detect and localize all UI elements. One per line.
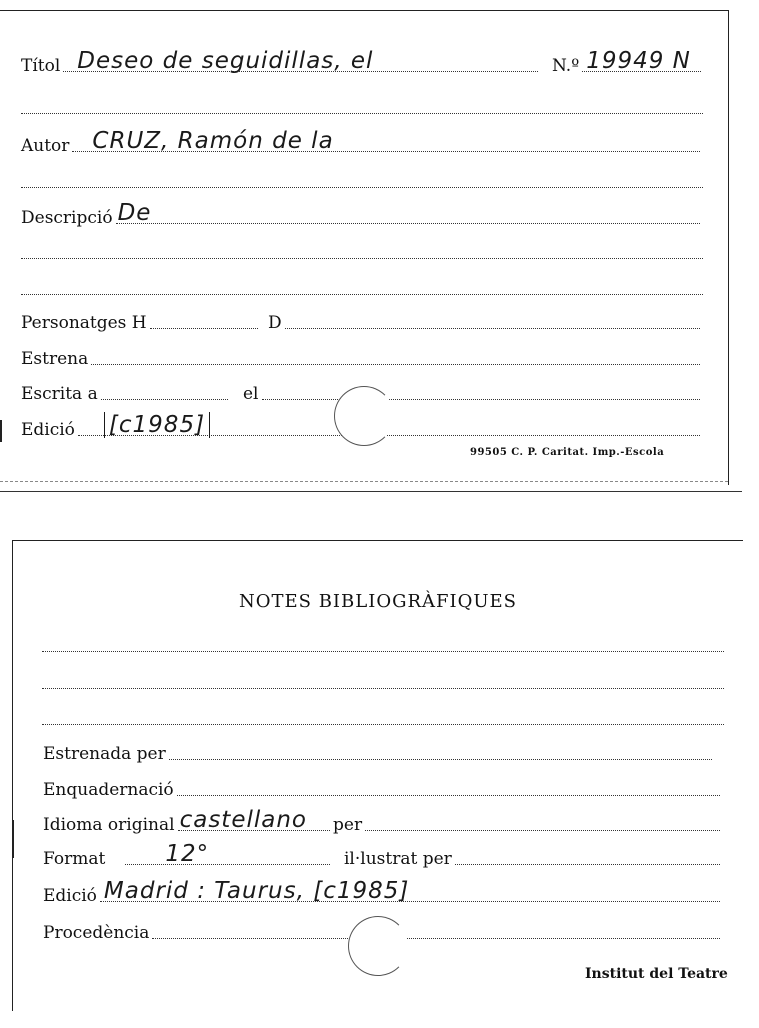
- enquadernacio-label: Enquadernació: [43, 780, 174, 800]
- estrena-line: [91, 363, 700, 365]
- titol-line: [63, 48, 538, 74]
- illustrat-line: [455, 863, 720, 865]
- escrita-el-label: el: [243, 384, 259, 404]
- personatges-h-line: [150, 327, 258, 329]
- estrena-row: [21, 351, 703, 368]
- institut-imprint: Institut del Teatre: [585, 966, 728, 982]
- punch-hole: [334, 386, 394, 446]
- titol-label: Títol: [21, 56, 61, 76]
- descripcio-row: [21, 200, 703, 228]
- estrenada-label: Estrenada per: [43, 744, 166, 764]
- personatges-d-row: [268, 315, 703, 332]
- blank-line: [42, 688, 724, 689]
- numero-label: N.º: [552, 56, 580, 76]
- estrena-label: Estrena: [21, 349, 89, 369]
- estrenada-line: [169, 758, 712, 760]
- numero-row: [552, 48, 704, 76]
- escrita-row: [21, 386, 231, 403]
- personatges-d-line: [285, 327, 700, 329]
- autor-row: [21, 128, 703, 156]
- idioma-value: castellano: [179, 807, 307, 833]
- margin-mark: [12, 820, 14, 858]
- autor-label: Autor: [21, 136, 70, 156]
- edicio-back-label: Edició: [43, 886, 97, 906]
- autor-line: [72, 128, 700, 154]
- escrita-el-row: [243, 386, 703, 403]
- autor-value: CRUZ, Ramón de la: [92, 128, 334, 154]
- blank-line: [21, 258, 703, 259]
- personatges-d-label: D: [268, 313, 282, 333]
- card-separator: [0, 491, 742, 492]
- titol-value: Deseo de seguidillas, el: [77, 48, 374, 74]
- edicio-value: [c1985]: [104, 412, 210, 438]
- numero-line: [582, 48, 701, 74]
- edicio-back-line: [100, 878, 720, 904]
- descripcio-label: Descripció: [21, 208, 113, 228]
- blank-line: [21, 187, 703, 188]
- numero-value: 19949 N: [586, 48, 691, 74]
- blank-line: [21, 113, 703, 114]
- estrenada-row: [43, 746, 715, 763]
- card-edge: [0, 481, 728, 482]
- procedencia-line: [152, 937, 720, 939]
- format-row: [43, 841, 333, 869]
- format-label: Format: [43, 849, 106, 869]
- illustrat-label: il·lustrat per: [344, 849, 452, 869]
- edicio-back-row: [43, 878, 723, 906]
- descripcio-line: [116, 200, 700, 226]
- personatges-label: Personatges H: [21, 313, 147, 333]
- card-title: NOTES BIBLIOGRÀFIQUES: [238, 591, 518, 612]
- escrita-label: Escrita a: [21, 384, 98, 404]
- descripcio-value: De: [117, 200, 152, 226]
- punch-hole: [348, 916, 408, 976]
- edicio-line: [78, 412, 700, 438]
- printer-imprint: 99505 C. P. Caritat. Imp.-Escola: [470, 447, 665, 458]
- blank-line: [42, 651, 724, 652]
- margin-mark: [0, 420, 2, 442]
- escrita-el-line: [262, 398, 701, 400]
- blank-line: [21, 294, 703, 295]
- idioma-per-row: [333, 817, 723, 834]
- escrita-line: [101, 398, 228, 400]
- enquadernacio-row: [43, 782, 723, 799]
- enquadernacio-line: [177, 794, 720, 796]
- edicio-back-value: Madrid : Taurus, [c1985]: [103, 878, 410, 904]
- illustrat-row: [344, 851, 723, 868]
- procedencia-label: Procedència: [43, 923, 150, 943]
- titol-row: [21, 48, 541, 76]
- idioma-row: [43, 807, 333, 835]
- idioma-per-label: per: [333, 815, 363, 835]
- idioma-per-line: [365, 829, 720, 831]
- idioma-line: [178, 807, 330, 833]
- idioma-label: Idioma original: [43, 815, 175, 835]
- blank-line: [42, 724, 724, 725]
- edicio-label: Edició: [21, 420, 75, 440]
- format-line: [125, 841, 330, 867]
- format-value: 12°: [165, 841, 210, 867]
- personatges-h-row: [21, 315, 261, 332]
